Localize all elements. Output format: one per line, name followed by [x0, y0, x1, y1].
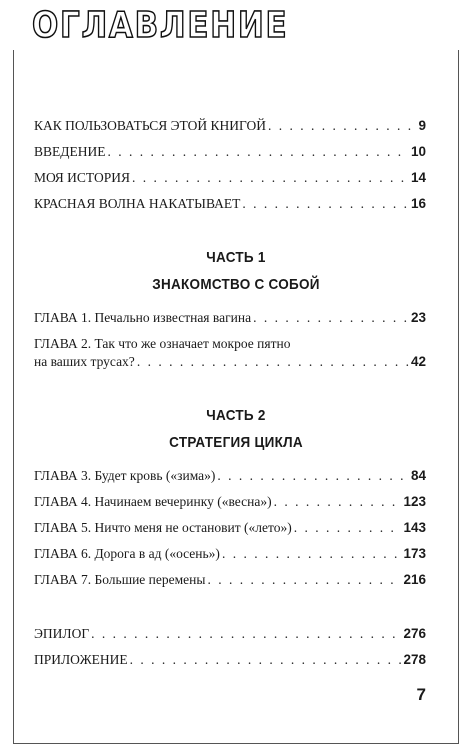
toc-entry-label: КАК ПОЛЬЗОВАТЬСЯ ЭТОЙ КНИГОЙ — [34, 118, 266, 133]
dot-leader — [242, 196, 409, 212]
toc-entry-label: ГЛАВА 5. Ничто меня не остановит («лето») — [34, 520, 292, 535]
toc-entry-chapter-4[interactable] — [34, 494, 426, 510]
toc-entry-how-to-use[interactable] — [34, 118, 426, 134]
dot-leader — [132, 170, 409, 186]
toc-entry-chapter-3[interactable] — [34, 468, 426, 484]
dot-leader — [222, 546, 402, 562]
dot-leader — [217, 468, 409, 484]
toc-entry-label: КРАСНАЯ ВОЛНА НАКАТЫВАЕТ — [34, 196, 241, 211]
toc-entry-page: 9 — [418, 118, 426, 133]
part-2-title: СТРАТЕГИЯ ЦИКЛА — [169, 434, 303, 451]
toc-entry-page: 16 — [410, 196, 426, 211]
toc-entry-page: 278 — [403, 652, 426, 667]
toc-entry-my-story[interactable] — [34, 170, 426, 186]
part-1-label: ЧАСТЬ 1 — [206, 249, 266, 266]
toc-entry-epilogue[interactable] — [34, 626, 426, 642]
dot-leader — [294, 520, 402, 536]
toc-entry-label: ПРИЛОЖЕНИЕ — [34, 652, 128, 667]
toc-entry-label: МОЯ ИСТОРИЯ — [34, 170, 130, 185]
toc-entry-chapter-2[interactable] — [34, 354, 426, 370]
page-number: 7 — [416, 685, 426, 704]
toc-entry-label: ЭПИЛОГ — [34, 626, 90, 641]
dot-leader — [253, 310, 409, 326]
toc-entry-page: 276 — [403, 626, 426, 641]
toc-entry-chapter-5[interactable] — [34, 520, 426, 536]
page-title: ОГЛАВЛЕНИЕ — [32, 0, 295, 52]
toc-entry-introduction[interactable] — [34, 144, 426, 160]
part-1-title: ЗНАКОМСТВО С СОБОЙ — [152, 276, 320, 293]
part-2-label: ЧАСТЬ 2 — [206, 407, 266, 424]
dot-leader — [137, 354, 409, 370]
toc-entry-chapter-1[interactable] — [34, 310, 426, 326]
dot-leader — [130, 652, 402, 668]
toc-entry-appendix[interactable] — [34, 652, 426, 668]
toc-entry-label: ГЛАВА 3. Будет кровь («зима») — [34, 468, 216, 483]
dot-leader — [268, 118, 417, 134]
toc-entry-label: ГЛАВА 1. Печально известная вагина — [34, 310, 252, 325]
toc-entry-label: на ваших трусах? — [34, 354, 135, 369]
toc-entry-label: ГЛАВА 7. Большие перемены — [34, 572, 206, 587]
toc-entry-page: 123 — [403, 494, 426, 509]
toc-entry-page: 173 — [403, 546, 426, 561]
toc-entry-chapter-2-line1[interactable]: ГЛАВА 2. Так что же означает мокрое пятно — [34, 336, 291, 351]
dot-leader — [91, 626, 401, 642]
toc-entry-page: 84 — [410, 468, 426, 483]
toc-entry-label: ГЛАВА 4. Начинаем вечеринку («весна») — [34, 494, 272, 509]
toc-entry-page: 23 — [410, 310, 426, 325]
toc-entry-page: 14 — [410, 170, 426, 185]
toc-entry-page: 216 — [403, 572, 426, 587]
toc-entry-chapter-6[interactable] — [34, 546, 426, 562]
toc-entry-page: 143 — [403, 520, 426, 535]
dot-leader — [207, 572, 401, 588]
dot-leader — [107, 144, 409, 160]
toc-entry-page: 10 — [410, 144, 426, 159]
toc-entry-chapter-7[interactable] — [34, 572, 426, 588]
toc-entry-label: ВВЕДЕНИЕ — [34, 144, 106, 159]
toc-entry-red-wave[interactable] — [34, 196, 426, 212]
toc-entry-label: ГЛАВА 6. Дорога в ад («осень») — [34, 546, 220, 561]
toc-entry-page: 42 — [410, 354, 426, 369]
dot-leader — [274, 494, 402, 510]
